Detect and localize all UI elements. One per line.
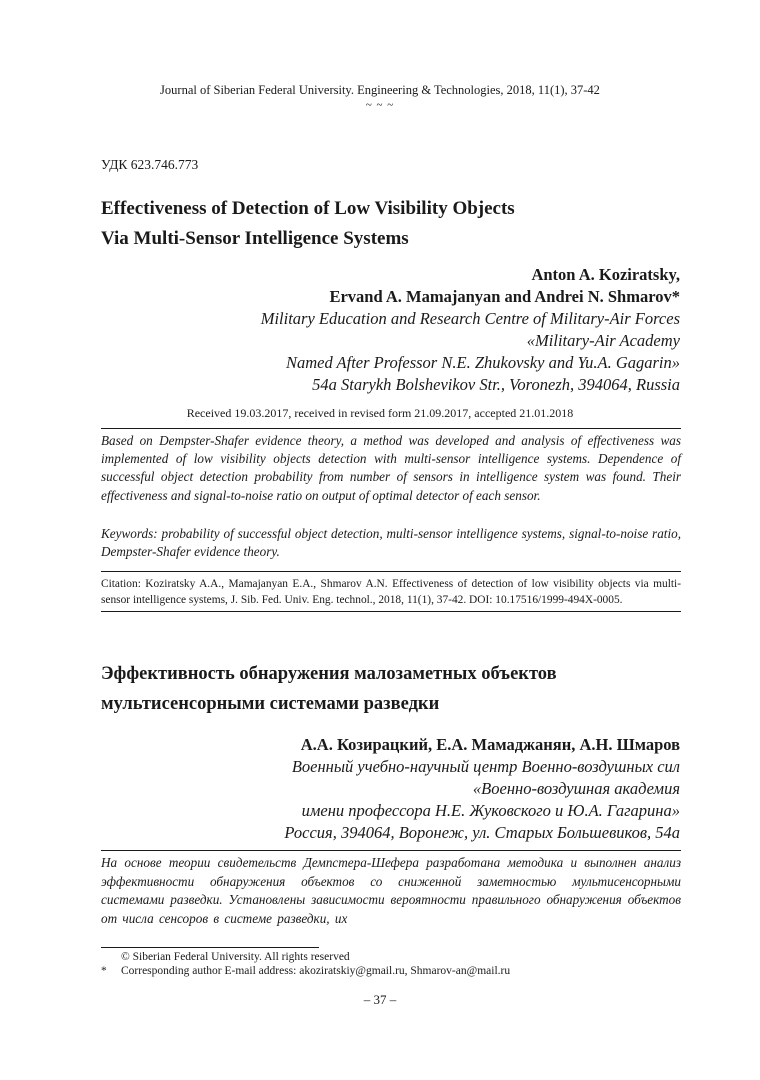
affiliation-en-line: «Military-Air Academy: [526, 331, 680, 350]
affiliation-ru-line: «Военно-воздушная академия: [472, 779, 680, 798]
affiliation-en-line: Named After Professor N.E. Zhukovsky and Yu.A. Gagarin»: [285, 353, 680, 372]
article-title-en: [101, 194, 681, 254]
udk-code: УДК 623.746.773: [101, 157, 199, 172]
authors-en-line: Ervand A. Mamajanyan and Andrei N. Shmarov*: [329, 287, 680, 306]
affiliation-ru-line: имени профессора Н.Е. Жуковского и Ю.А. Гагарина»: [301, 801, 680, 820]
affiliation-ru-line: Россия, 394064, Воронеж, ул. Старых Большевиков, 54а: [284, 823, 680, 842]
abstract-en: Based on Dempster-Shafer evidence theory, a method was developed and analysis of effectiveness was implemented of low visibility objects detection with multi-sensor intelligence systems. Dependence of successful object detection probability from number of sensors in intelligence system was found. Their effectiveness and signal-to-noise ratio on output of optimal detector of each sensor.: [101, 433, 681, 503]
footnote-copyright: © Siberian Federal University. All rights reserved: [121, 951, 350, 963]
header-ornament: ~ ~ ~: [365, 99, 395, 111]
authors-block-ru: [120, 734, 680, 844]
received-dates: Received 19.03.2017, received in revised form 21.09.2017, accepted 21.01.2018: [186, 406, 574, 420]
abstract-ru: На основе теории свидетельств Демпстера-Шефера разработана методика и выполнен анализ эффективности обнаружения объектов со сниженной заметностью мультисенсорными системами разведки. Установлены зависимости вероятности правильного обнаружения объектов от числа сенсоров в системе разведки, их: [101, 855, 681, 926]
divider: [101, 571, 681, 572]
authors-ru: А.А. Козирацкий, Е.А. Мамаджанян, А.Н. Шмаров: [300, 735, 680, 754]
article-title-ru: [101, 659, 681, 719]
citation: Citation: Koziratsky A.A., Mamajanyan E.A., Shmarov A.N. Effectiveness of detection of low visibility objects via multi-sensor intelligence systems, J. Sib. Fed. Univ. Eng. technol., 2018, 11(1), 37-42. DOI: 10.17516/1999-494X-0005.: [101, 578, 681, 606]
title-ru-line: Эффективность обнаружения малозаметных объектов: [101, 664, 557, 684]
keywords-en: Keywords: probability of successful object detection, multi-sensor intelligence systems, signal-to-noise ratio, Dempster-Shafer evidence theory.: [101, 526, 681, 560]
journal-header: Journal of Siberian Federal University. Engineering & Technologies, 2018, 11(1), 37-42: [160, 83, 600, 97]
page-number: – 37 –: [363, 992, 397, 1007]
footnote-divider: [101, 947, 319, 948]
title-en-line: Effectiveness of Detection of Low Visibility Objects: [101, 198, 515, 219]
divider: [101, 611, 681, 612]
divider: [101, 850, 681, 851]
affiliation-en-line: 54a Starykh Bolshevikov Str., Voronezh, 394064, Russia: [312, 375, 680, 394]
affiliation-ru-line: Военный учебно-научный центр Военно-воздушных сил: [291, 757, 680, 776]
footnote-corresponding: * Corresponding author E-mail address: akoziratskiy@gmail.ru, Shmarov-an@mail.ru: [101, 965, 511, 977]
authors-en-line: Anton A. Koziratsky,: [531, 265, 680, 284]
affiliation-en-line: Military Education and Research Centre of Military-Air Forces: [260, 309, 680, 328]
authors-block-en: [120, 264, 680, 396]
title-en-line: Via Multi-Sensor Intelligence Systems: [101, 228, 409, 249]
divider: [101, 428, 681, 429]
footnotes: [101, 950, 681, 978]
title-ru-line: мультисенсорными системами разведки: [101, 694, 440, 714]
